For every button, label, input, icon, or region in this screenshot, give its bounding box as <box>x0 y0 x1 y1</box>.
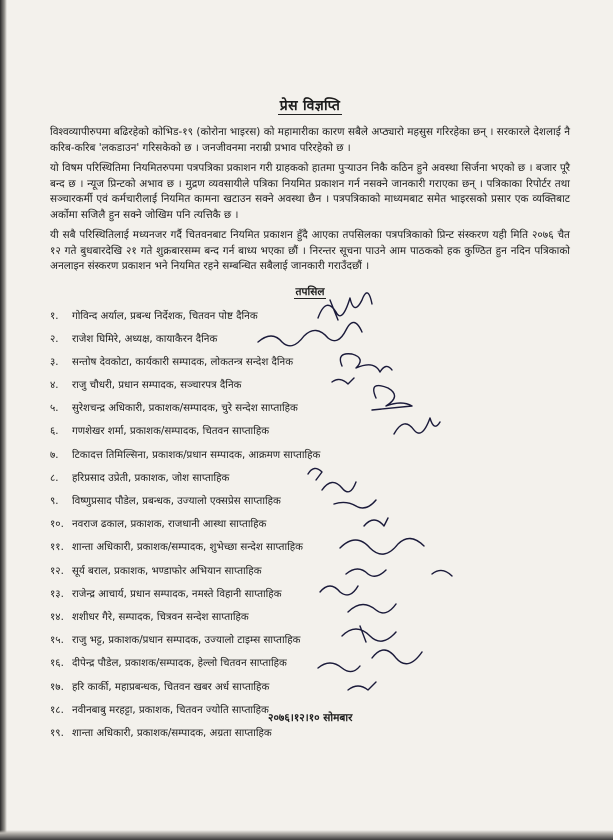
paragraph-3: यी सबै परिस्थितिलाई मध्यनजर गर्दै चितवनबाट नियमित प्रकाशन हुँदै आएका तपसिलका पत्रपत्रिकाको प्रिन्ट संस्करण यही मिति २०७६ चैत १२ गते बुधबारदेखि २१ गते शुक्रबारसम्म बन्द गर्न बाध्य भएका छौं । निरन्तर सूचना पाउने आम पाठकको हक कुण्ठित हुन नदिन पत्रिकाको अनलाइन संस्करण प्रकाशन भने नियमित रहने सम्बन्धित सबैलाई जानकारी गराउँदछौं । <box>50 229 570 272</box>
signatory-entry-1 <box>50 305 570 328</box>
entry-number: ६. <box>50 426 59 438</box>
entry-number: १४. <box>50 611 64 623</box>
paragraph-2: यो विषम परिस्थितिमा नियमितरुपमा पत्रपत्रिका प्रकाशन गरी ग्राहकको हातमा पुऱ्याउन निकै कठिन हुने अवस्था सिर्जना भएको छ । बजार पूरै बन्द छ । न्यूज प्रिन्टको अभाव छ । मुद्रण व्यवसायीले पत्रिका नियमित प्रकाशन गर्न नसक्ने जानकारी गराएका छन् । पत्रिकाका रिपोर्टर तथा सञ्चारकर्मी एवं कर्मचारीलाई नियमित कामना खटाउन सक्ने अवस्था छैन । पत्रपत्रिकाको माध्यमबाट समेत भाइरसको प्रसार एक व्यक्तिबाट अर्कोमा सजिलै हुन सक्ने जोखिम पनि त्यत्तिकै छ । <box>50 162 570 221</box>
entry-number: ९. <box>50 496 59 507</box>
signatory-entry-9 <box>50 490 570 513</box>
entry-number: ५. <box>50 403 59 415</box>
document-title-text: प्रेस विज्ञप्ति <box>279 98 341 114</box>
entry-number: १२. <box>50 565 64 577</box>
entry-number: १९. <box>50 727 64 739</box>
signatory-entry-6 <box>50 420 570 443</box>
entry-text: सूर्य बराल, प्रकाशक, भण्डाफोर अभियान साप्ताहिक <box>72 565 262 577</box>
entry-text: दीपेन्द्र पौडेल, प्रकाशक/सम्पादक, हेल्लो चितवन साप्ताहिक <box>72 658 287 670</box>
signatory-entry-13 <box>50 583 570 606</box>
entry-number: ८. <box>50 472 59 484</box>
entry-number: १८. <box>50 704 64 716</box>
document-title <box>50 96 570 115</box>
signatory-list-heading <box>50 285 570 299</box>
signatory-entry-4 <box>50 374 570 397</box>
entry-number: २. <box>50 333 59 345</box>
entry-number: १३. <box>50 588 64 600</box>
signatory-entry-19 <box>50 722 570 745</box>
entry-text: विष्णुप्रसाद पौडेल, प्रबन्धक, उज्यालो एक्सप्रेस साप्ताहिक <box>72 496 281 507</box>
signatory-entry-14 <box>50 606 570 629</box>
entry-text: सुरेशचन्द्र अधिकारी, प्रकाशक/सम्पादक, चुरे सन्देश साप्ताहिक <box>72 403 298 415</box>
entry-text: हरि कार्की, महाप्रबन्धक, चितवन खबर अर्ध साप्ताहिक <box>72 681 270 693</box>
entry-number: १०. <box>50 519 64 531</box>
press-release-page <box>50 96 570 745</box>
signatory-entry-16 <box>50 652 570 675</box>
scan-shadow-left <box>0 0 7 840</box>
entry-number: १५. <box>50 635 64 647</box>
signatory-entry-12 <box>50 560 570 583</box>
entry-text: राजेन्द्र आचार्य, प्रधान सम्पादक, नमस्ते विहानी साप्ताहिक <box>72 588 282 600</box>
entry-text: शशीधर गैरे, सम्पादक, चित्रवन सन्देश साप्ताहिक <box>72 611 249 623</box>
signatory-entry-11 <box>50 536 570 559</box>
signatory-list-heading-text: तपसिल <box>295 285 325 298</box>
paragraph-1: विश्वव्यापीरुपमा बढिरहेको कोभिड-१९ (कोरोना भाइरस) को महामारीका कारण सबैले अप्ठ्यारो महसुस गरिरहेका छन् । सरकारले देशलाई नै करिब-करिब 'लकडाउन' गरिसकेको छ । जनजीवनमा नराम्री प्रभाव परिरहेको छ । <box>50 126 570 154</box>
signatory-entry-7 <box>50 444 570 467</box>
entry-text: राजु भट्ट, प्रकाशक/प्रधान सम्पादक, उज्यालो टाइम्स साप्ताहिक <box>72 635 301 647</box>
entry-text: नवीनबाबु मरहट्टा, प्रकाशक, चितवन ज्योति साप्ताहिक <box>72 704 269 716</box>
scan-shadow-bottom <box>0 830 613 840</box>
entry-number: ३. <box>50 356 59 368</box>
signatory-entry-17 <box>50 676 570 699</box>
entry-number: १७. <box>50 681 64 693</box>
signatory-entry-15 <box>50 629 570 652</box>
signatory-list <box>50 305 570 746</box>
entry-text: टिकादत्त तिमिल्सिना, प्रकाशक/प्रधान सम्पादक, आक्रमण साप्ताहिक <box>72 449 321 461</box>
entry-number: ४. <box>50 380 59 392</box>
signatory-entry-3 <box>50 351 570 374</box>
entry-text: शान्ता अधिकारी, प्रकाशक/सम्पादक, अग्रता साप्ताहिक <box>72 727 272 739</box>
signatory-entry-2 <box>50 328 570 351</box>
entry-text: गणशेखर शर्मा, प्रकाशक/सम्पादक, चितवन साप्ताहिक <box>72 426 270 438</box>
entry-text: नवराज ढकाल, प्रकाशक, राजधानी आस्था साप्ताहिक <box>72 519 267 531</box>
entry-text: हरिप्रसाद उप्रेती, प्रकाशक, जोश साप्ताहिक <box>72 472 230 484</box>
document-date: २०७६।१२।१० सोमबार <box>268 712 353 724</box>
entry-text: गोविन्द अर्याल, प्रबन्ध निर्देशक, चितवन पोष्ट दैनिक <box>72 310 258 322</box>
entry-number: ११. <box>50 542 64 554</box>
signatory-entry-8 <box>50 467 570 490</box>
entry-text: सन्तोष देवकोटा, कार्यकारी सम्पादक, लोकतन्त्र सन्देश दैनिक <box>72 356 294 368</box>
entry-text: राजु चौधरी, प्रधान सम्पादक, सञ्चारपत्र दैनिक <box>72 380 242 392</box>
signatory-entry-10 <box>50 513 570 536</box>
entry-text: शान्ता अधिकारी, प्रकाशक/सम्पादक, शुभेच्छा सन्देश साप्ताहिक <box>72 542 303 554</box>
entry-text: राजेश घिमिरे, अध्यक्ष, कायाकैरन दैनिक <box>72 333 218 345</box>
entry-number: ७. <box>50 449 59 461</box>
signatory-entry-5 <box>50 397 570 420</box>
entry-number: १. <box>50 310 59 322</box>
entry-number: १६. <box>50 658 64 670</box>
